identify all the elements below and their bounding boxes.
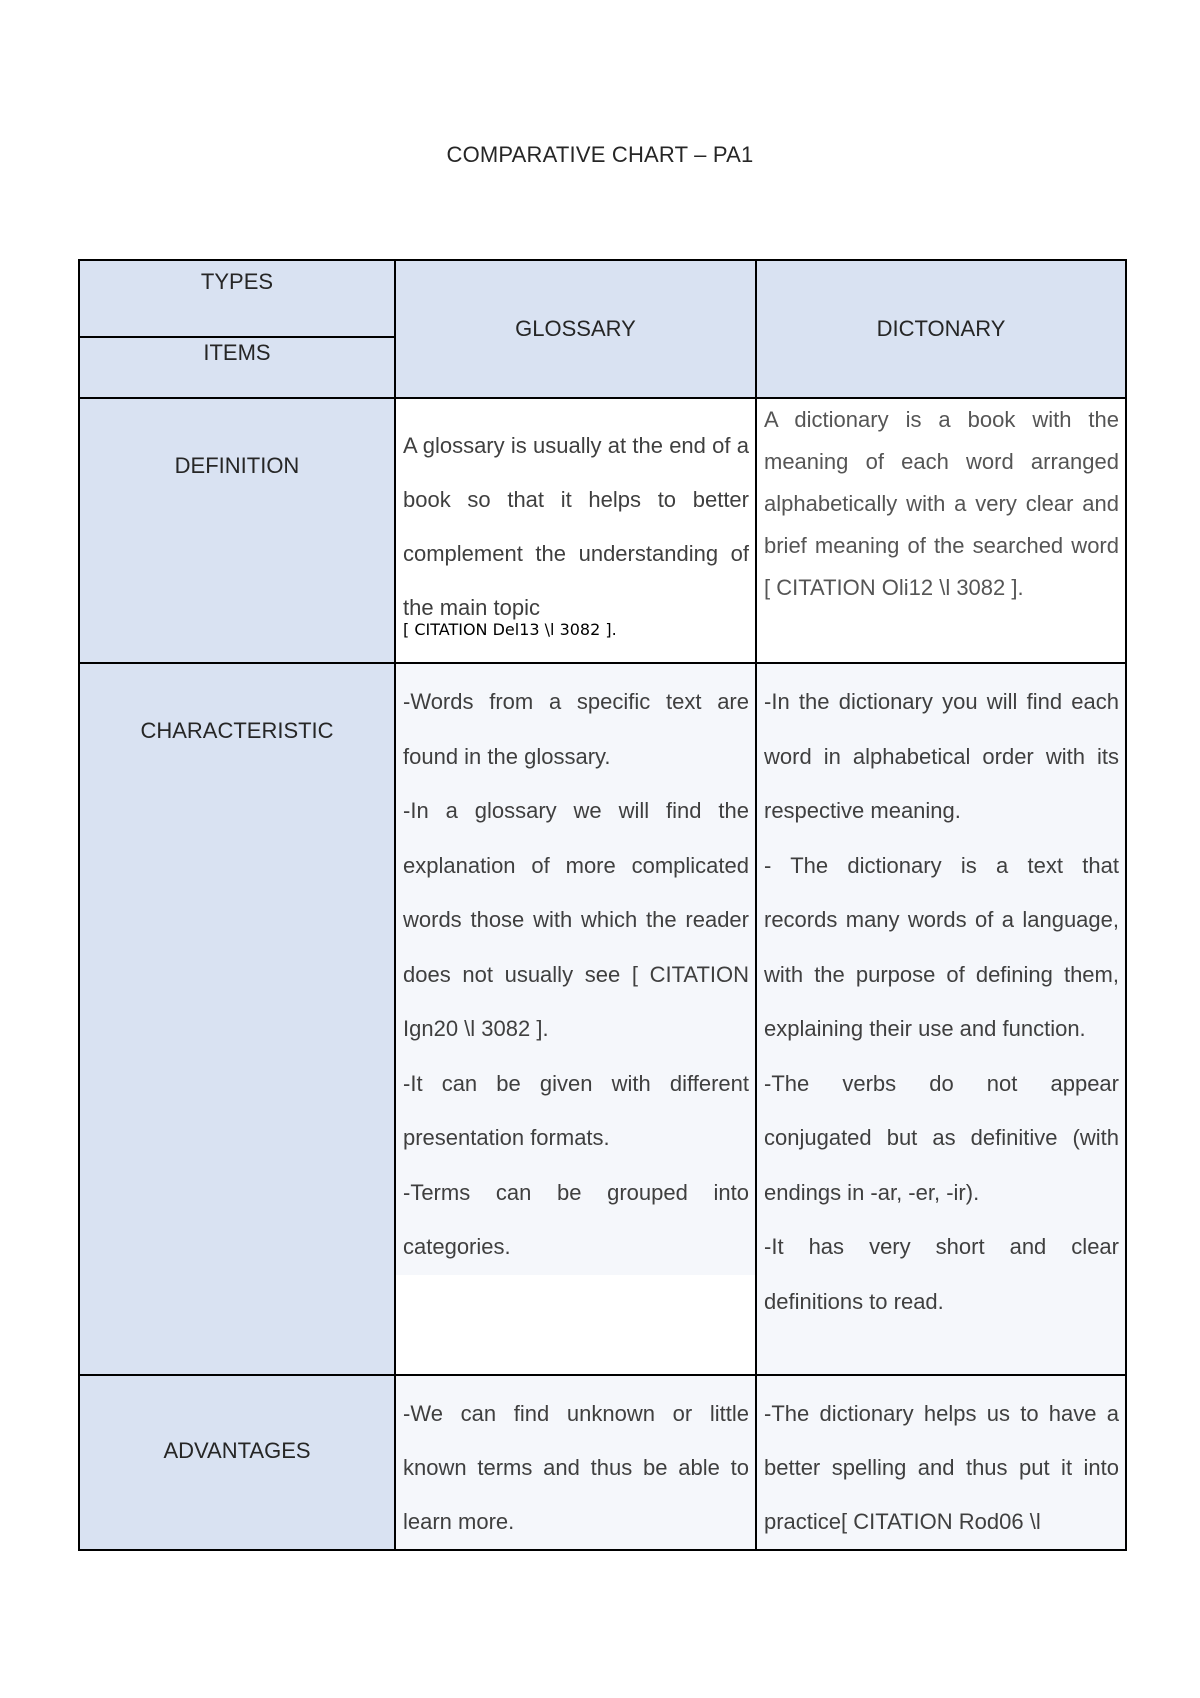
advantages-dictionary-cell (756, 1375, 1126, 1550)
column-header-dictionary: DICTONARY (756, 260, 1126, 398)
advantages-label: ADVANTAGES (163, 1438, 311, 1463)
comparative-table (78, 259, 1127, 1551)
definition-glossary-cell (395, 398, 756, 663)
characteristic-label: CHARACTERISTIC (140, 718, 334, 743)
characteristic-glossary-cell (395, 663, 756, 1375)
characteristic-glossary-item: -Words from a specific text are found in the glossary. (403, 689, 749, 769)
items-label: ITEMS (203, 340, 271, 365)
citation-text: [ CITATION Del13 \l 3082 ] (403, 619, 612, 639)
column-header-glossary: GLOSSARY (395, 260, 756, 398)
characteristic-dictionary-item: - The dictionary is a text that records many words of a language, with the purpose of defining them, explaining their use and function. (764, 852, 1119, 1041)
characteristic-row (79, 663, 1126, 1375)
definition-row (79, 398, 1126, 663)
characteristic-glossary-item: -In a glossary we will find the explanation of more complicated words those with which the reader does not usually see [ CITATION Ign20 \l 3082 ]. (403, 798, 749, 1041)
characteristic-glossary-item: -It can be given with different presentation formats. (403, 1070, 749, 1150)
definition-label: DEFINITION (174, 453, 300, 478)
characteristic-dictionary-item: -In the dictionary you will find each word in alphabetical order with its respective meaning. (764, 689, 1119, 823)
row-header-characteristic (79, 663, 395, 1375)
definition-dictionary-text: A dictionary is a book with the meaning of each word arranged alphabetically with a very clear and brief meaning of the searched word [ CITATION Oli12 \l 3082 ]. (764, 407, 1119, 600)
definition-glossary-text: A glossary is usually at the end of a book so that it helps to better complement the understanding of the main topic (403, 432, 749, 620)
citation-period: . (611, 619, 617, 639)
characteristic-glossary-shade (396, 664, 755, 1275)
types-label: TYPES (200, 269, 274, 294)
page-title: COMPARATIVE CHART – PA1 (446, 142, 754, 167)
characteristic-dictionary-item: -It has very short and clear definitions to read. (764, 1234, 1119, 1314)
header-row (79, 260, 1126, 398)
advantages-glossary-text: -We can find unknown or little known terms and thus be able to learn more. (403, 1401, 749, 1534)
characteristic-dictionary-cell (756, 663, 1126, 1375)
definition-glossary-citation (403, 619, 749, 641)
definition-dictionary-cell (756, 398, 1126, 663)
row-header-advantages (79, 1375, 395, 1550)
advantages-row (79, 1375, 1126, 1550)
characteristic-dictionary-item: -The verbs do not appear conjugated but as definitive (with endings in -ar, -er, -ir). (764, 1070, 1119, 1205)
advantages-glossary-cell (395, 1375, 756, 1550)
characteristic-glossary-item: -Terms can be grouped into categories. (403, 1179, 749, 1259)
row-header-definition (79, 398, 395, 663)
diagonal-divider (80, 336, 394, 338)
advantages-dictionary-text: -The dictionary helps us to have a better spelling and thus put it into practice[ CITATION Rod06 \l (764, 1401, 1119, 1534)
types-items-cell (79, 260, 395, 398)
